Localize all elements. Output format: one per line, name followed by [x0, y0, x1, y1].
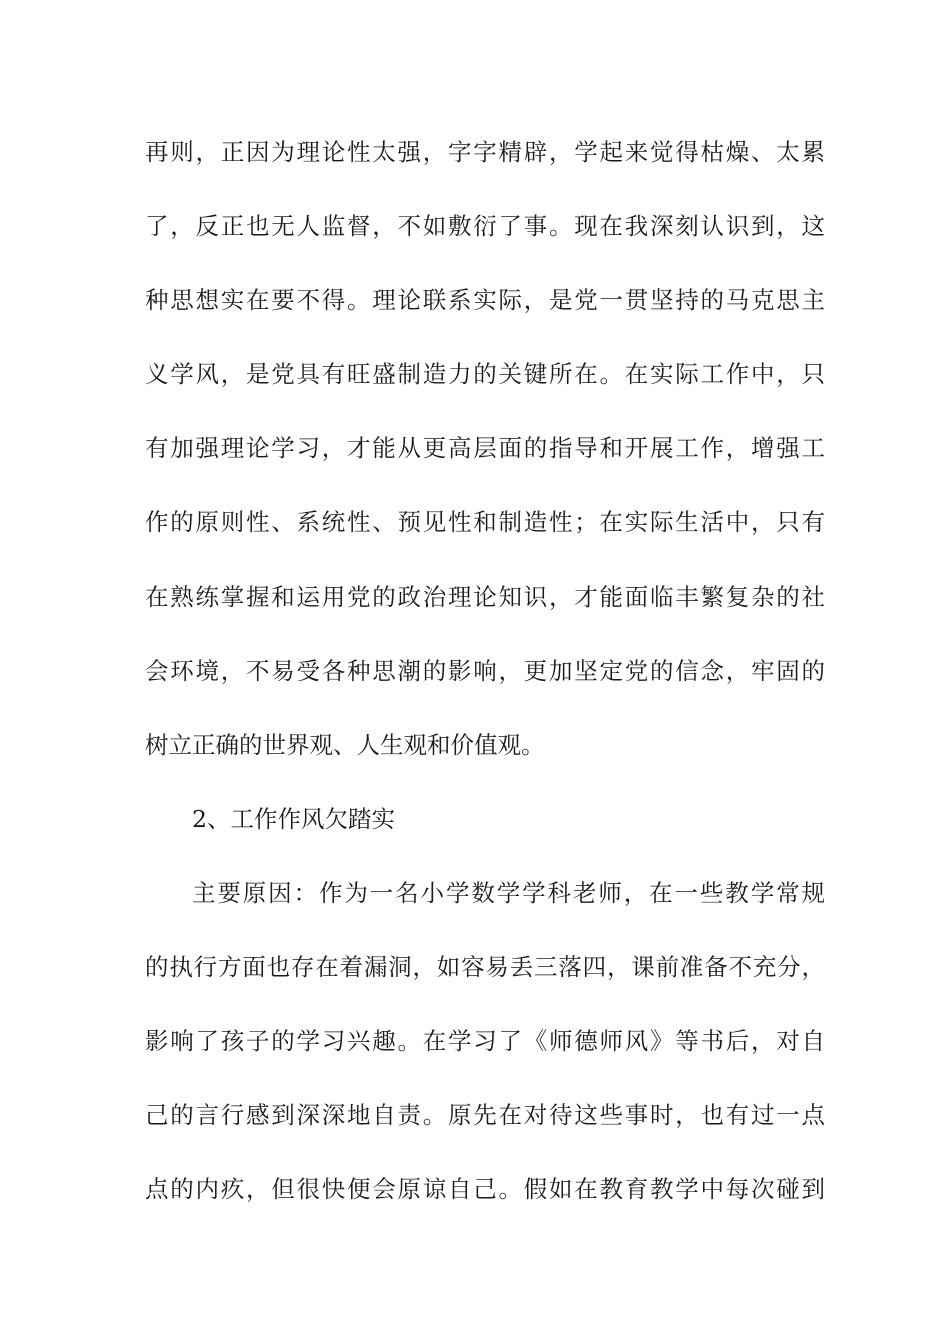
text-line: 影响了孩子的学习兴趣。在学习了《师德师风》等书后，对自 [145, 1027, 825, 1056]
section-heading: 2、工作作风欠踏实 [192, 804, 395, 833]
text-line: 作的原则性、系统性、预见性和制造性；在实际生活中，只有 [145, 508, 825, 537]
text-line: 在熟练掌握和运用党的政治理论知识，才能面临丰繁复杂的社 [145, 582, 825, 611]
text-line: 会环境，不易受各种思潮的影响，更加坚定党的信念，牢固的 [145, 656, 825, 685]
text-line: 再则，正因为理论性太强，字字精辟，学起来觉得枯燥、太累 [145, 138, 825, 166]
text-line: 树立正确的世界观、人生观和价值观。 [145, 730, 545, 759]
text-line: 点的内疚，但很快便会原谅自己。假如在教育教学中每次碰到 [145, 1175, 825, 1204]
text-line: 种思想实在要不得。理论联系实际，是党一贯坚持的马克思主 [145, 286, 825, 315]
text-line: 己的言行感到深深地自责。原先在对待这些事时，也有过一点 [145, 1101, 825, 1130]
text-line: 主要原因：作为一名小学数学学科老师，在一些教学常规 [192, 878, 825, 907]
text-line: 义学风，是党具有旺盛制造力的关键所在。在实际工作中，只 [145, 360, 825, 389]
text-line: 有加强理论学习，才能从更高层面的指导和开展工作，增强工 [145, 434, 825, 463]
text-line: 的执行方面也存在着漏洞，如容易丢三落四，课前准备不充分， [145, 953, 825, 982]
document-body [145, 130, 825, 1241]
text-line: 了，反正也无人监督，不如敷衍了事。现在我深刻认识到，这 [145, 212, 825, 241]
